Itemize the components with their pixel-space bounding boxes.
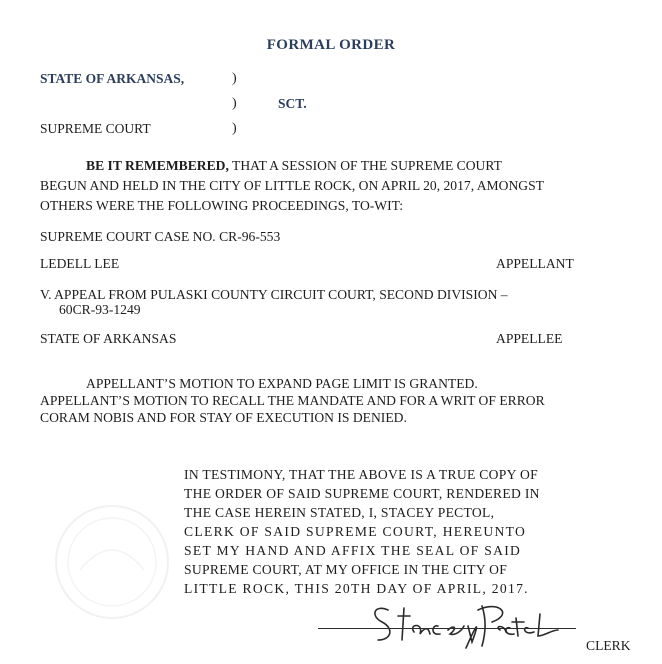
ruling-line-3: CORAM NOBIS AND FOR STAY OF EXECUTION IS DENIED.	[40, 410, 407, 425]
case-number: SUPREME COURT CASE NO. CR-96-553	[40, 229, 281, 244]
testimony-line: IN TESTIMONY, THAT THE ABOVE IS A TRUE COPY OF	[184, 467, 538, 482]
testimony-line: CLERK OF SAID SUPREME COURT, HEREUNTO	[184, 524, 527, 539]
intro-line-1-rest: THAT A SESSION OF THE SUPREME COURT	[232, 158, 502, 173]
appellant-name: LEDELL LEE	[40, 256, 120, 271]
clerk-signature	[368, 596, 578, 652]
signature-line	[318, 628, 576, 629]
testimony-line: LITTLE ROCK, THIS 20TH DAY OF APRIL, 2017.	[184, 581, 529, 596]
appeal-line-2: 60CR-93-1249	[59, 302, 141, 317]
appellant-role: APPELLANT	[496, 256, 574, 271]
testimony-line: SUPREME COURT, AT MY OFFICE IN THE CITY OF	[184, 562, 508, 577]
appeal-line-1: V. APPEAL FROM PULASKI COUNTY CIRCUIT COURT, SECOND DIVISION –	[40, 287, 508, 302]
caption-paren: )	[232, 96, 237, 111]
caption-sct: SCT.	[278, 96, 307, 111]
caption-court: SUPREME COURT	[40, 121, 151, 136]
caption-state: STATE OF ARKANSAS,	[40, 71, 185, 86]
testimony-line: SET MY HAND AND AFFIX THE SEAL OF SAID	[184, 543, 522, 558]
intro-line-2: BEGUN AND HELD IN THE CITY OF LITTLE ROCK, ON APRIL 20, 2017, AMONGST	[40, 178, 544, 193]
testimony-line: THE CASE HEREIN STATED, I, STACEY PECTOL,	[184, 505, 495, 520]
clerk-label: CLERK	[586, 638, 631, 653]
caption-paren: )	[232, 121, 237, 136]
intro-line-3: OTHERS WERE THE FOLLOWING PROCEEDINGS, TO-WIT:	[40, 198, 404, 213]
appellee-role: APPELLEE	[496, 331, 563, 346]
ruling-line-1: APPELLANT’S MOTION TO EXPAND PAGE LIMIT IS GRANTED.	[86, 376, 478, 391]
court-seal-embossed	[40, 500, 190, 620]
document-title: FORMAL ORDER	[266, 37, 396, 53]
caption-paren: )	[232, 71, 237, 86]
appellee-name: STATE OF ARKANSAS	[40, 331, 177, 346]
ruling-line-2: APPELLANT’S MOTION TO RECALL THE MANDATE AND FOR A WRIT OF ERROR	[40, 393, 545, 408]
intro-line-1	[86, 158, 502, 174]
testimony-line: THE ORDER OF SAID SUPREME COURT, RENDERED IN	[184, 486, 540, 501]
intro-lead: BE IT REMEMBERED,	[86, 158, 229, 173]
